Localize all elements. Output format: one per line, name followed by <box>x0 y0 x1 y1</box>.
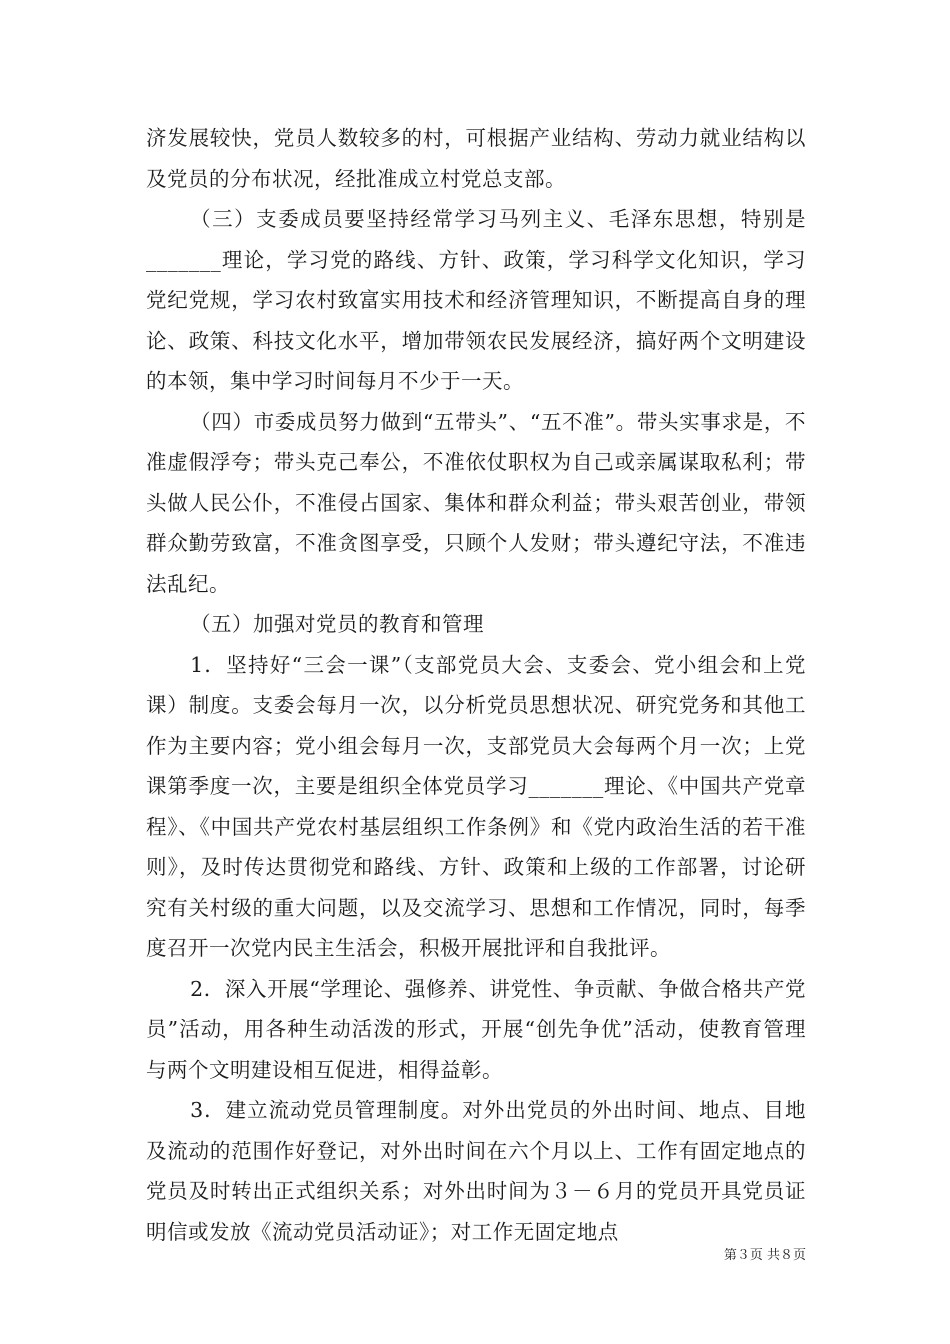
paragraph-item-2: 2．深入开展“学理论、强修养、讲党性、争贡献、争做合格共产党员”活动，用各种生动活泼的形式，开展“创先争优”活动，使教育管理与两个文明建设相互促进，相得益彰。 <box>146 976 806 1082</box>
paragraph-item-1: 1．坚持好“三会一课”（支部党员大会、支委会、党小组会和上党课）制度。支委会每月一次，以分析党员思想状况、研究党务和其他工作为主要内容；党小组会每月一次，支部党员大会每两个月一次；上党课第季度一次，主要是组织全体党员学习_______理论、《中国共产党章程》、《中国共产党农村基层组织工作条例》和《党内政治生活的若干准则》，及时传达贯彻党和路线、方针、政策和上级的工作部署，讨论研究有关村级的重大问题，以及交流学习、思想和工作情况，同时，每季度召开一次党内民主生活会，积极开展批评和自我批评。 <box>146 652 806 960</box>
section-heading-5: （五）加强对党员的教育和管理 <box>190 612 485 636</box>
paragraph-item-3: 3．建立流动党员管理制度。对外出党员的外出时间、地点、目地及流动的范围作好登记，对外出时间在六个月以上、工作有固定地点的党员及时转出正式组织关系；对外出时间为３－６月的党员开具党员证明信或发放《流动党员活动证》；对工作无固定地点 <box>146 1098 806 1244</box>
document-body <box>146 118 806 1252</box>
page-number-footer: 第３页 共８页 <box>723 1248 806 1263</box>
paragraph-section-3: （三）支委成员要坚持经常学习马列主义、毛泽东思想，特别是_______理论，学习党的路线、方针、政策，学习科学文化知识，学习党纪党规，学习农村致富实用技术和经济管理知识，不断提高自身的理论、政策、科技文化水平，增加带领农民发展经济，搞好两个文明建设的本领，集中学习时间每月不少于一天。 <box>146 207 806 393</box>
paragraph-continuation: 济发展较快，党员人数较多的村，可根据产业结构、劳动力就业结构以及党员的分布状况，经批准成立村党总支部。 <box>146 126 806 191</box>
paragraph-section-4: （四）市委成员努力做到“五带头”、“五不准”。带头实事求是，不准虚假浮夸；带头克己奉公，不准依仗职权为自己或亲属谋取私利；带头做人民公仆，不准侵占国家、集体和群众利益；带头艰苦创业，带领群众勤劳致富，不准贪图享受，只顾个人发财；带头遵纪守法，不准违法乱纪。 <box>146 409 806 596</box>
